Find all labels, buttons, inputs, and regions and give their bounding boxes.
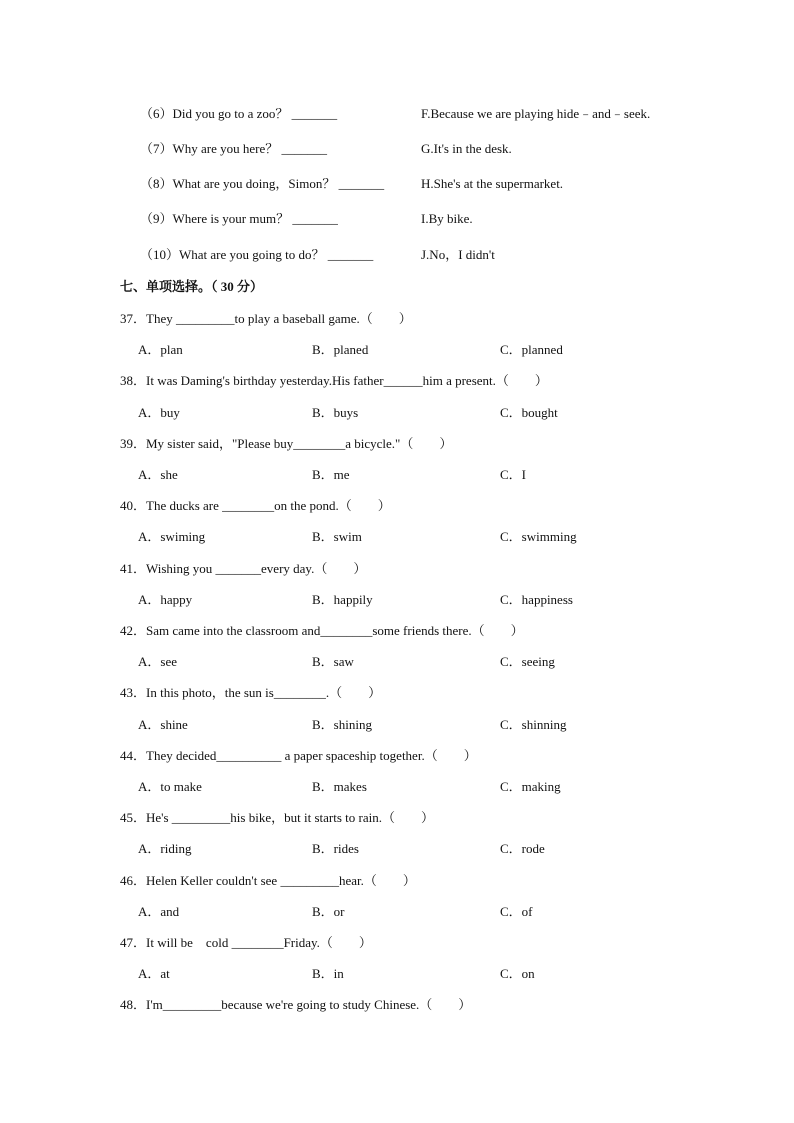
- option-c: C．of: [500, 904, 533, 919]
- option-a: A．to make: [138, 779, 202, 794]
- option-b: B．shining: [312, 717, 372, 732]
- section-title: 七、单项选择。（ 30 分）: [120, 279, 264, 294]
- option-b: B．happily: [312, 592, 373, 607]
- matching-question-8: （8）What are you doing，Simon？ _______: [140, 176, 385, 191]
- option-b: B．makes: [312, 779, 367, 794]
- question-43: 43．In this photo，the sun is________.（ ）: [120, 685, 382, 700]
- matching-answer-j: J.No，I didn't: [421, 247, 495, 262]
- option-b: B．buys: [312, 405, 359, 420]
- matching-answer-i: I.By bike.: [421, 211, 473, 226]
- option-a: A．riding: [138, 841, 192, 856]
- option-a: A．at: [138, 966, 170, 981]
- option-c: C．planned: [500, 342, 563, 357]
- option-b: B．planed: [312, 342, 369, 357]
- question-48: 48．I'm_________because we're going to study Chinese.（ ）: [120, 997, 472, 1012]
- option-b: B．me: [312, 467, 350, 482]
- option-b: B．or: [312, 904, 345, 919]
- option-b: B．swim: [312, 529, 362, 544]
- option-c: C．seeing: [500, 654, 555, 669]
- question-44: 44．They decided__________ a paper spaceship together.（ ）: [120, 748, 477, 763]
- question-45: 45．He's _________his bike，but it starts to rain.（ ）: [120, 810, 434, 825]
- option-c: C．swimming: [500, 529, 577, 544]
- option-b: B．saw: [312, 654, 354, 669]
- question-38: 38．It was Daming's birthday yesterday.His father______him a present.（ ）: [120, 373, 548, 388]
- option-c: C．on: [500, 966, 535, 981]
- option-c: C．making: [500, 779, 561, 794]
- matching-question-7: （7）Why are you here？ _______: [140, 141, 328, 156]
- question-37: 37．They _________to play a baseball game.（ ）: [120, 311, 412, 326]
- option-a: A．happy: [138, 592, 193, 607]
- option-a: A．swiming: [138, 529, 206, 544]
- question-41: 41．Wishing you _______every day.（ ）: [120, 561, 367, 576]
- option-a: A．buy: [138, 405, 180, 420]
- option-a: A．shine: [138, 717, 188, 732]
- option-c: C．I: [500, 467, 527, 482]
- matching-answer-g: G.It's in the desk.: [421, 141, 512, 156]
- option-b: B．rides: [312, 841, 359, 856]
- question-40: 40．The ducks are ________on the pond.（ ）: [120, 498, 391, 513]
- matching-question-9: （9）Where is your mum？ _______: [140, 211, 338, 226]
- matching-question-6: （6）Did you go to a zoo？ _______: [140, 106, 338, 121]
- option-c: C．shinning: [500, 717, 567, 732]
- question-39: 39．My sister said，"Please buy________a bicycle."（ ）: [120, 436, 453, 451]
- question-47: 47．It will be cold ________Friday.（ ）: [120, 935, 372, 950]
- option-a: A．and: [138, 904, 180, 919]
- option-a: A．plan: [138, 342, 183, 357]
- option-b: B．in: [312, 966, 344, 981]
- option-a: A．see: [138, 654, 177, 669]
- matching-question-10: （10）What are you going to do？ _______: [140, 247, 374, 262]
- matching-answer-h: H.She's at the supermarket.: [421, 176, 564, 191]
- option-c: C．bought: [500, 405, 558, 420]
- question-46: 46．Helen Keller couldn't see _________hear.（ ）: [120, 873, 416, 888]
- option-c: C．happiness: [500, 592, 573, 607]
- matching-answer-f: F.Because we are playing hide﹣and﹣seek.: [421, 106, 651, 121]
- option-a: A．she: [138, 467, 178, 482]
- question-42: 42．Sam came into the classroom and________some friends there.（ ）: [120, 623, 524, 638]
- option-c: C．rode: [500, 841, 545, 856]
